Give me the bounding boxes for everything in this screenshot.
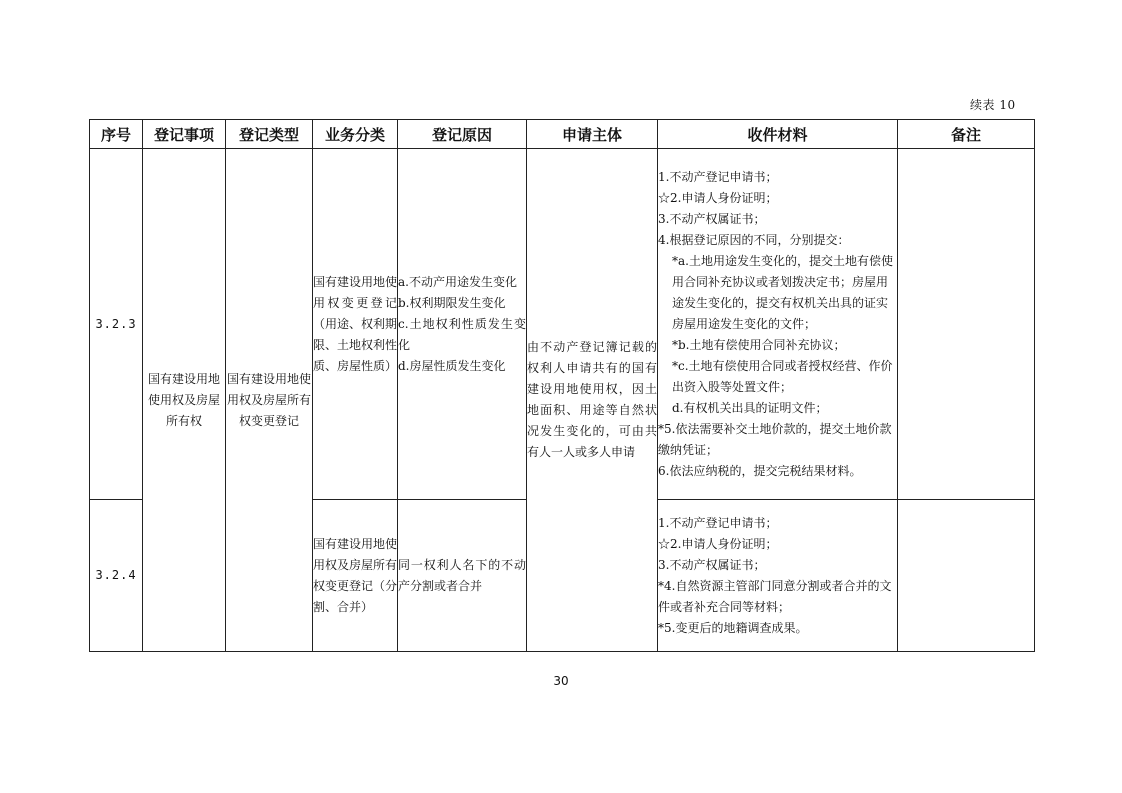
material-item: *a.土地用途发生变化的，提交土地有偿使用合同补充协议或者划拨决定书；房屋用途发生变化的，提交有权机关出具的证实房屋用途发生变化的文件； (672, 253, 893, 331)
material-item: *b.土地有偿使用合同补充协议； (672, 337, 846, 352)
registration-type: 国有建设用地使用权及房屋所有权变更登记 (226, 149, 313, 652)
reason-line: a.不动产用途发生变化 (398, 274, 517, 289)
header-cell: 登记事项 (143, 120, 226, 149)
remark-cell (898, 500, 1035, 652)
registration-item: 国有建设用地使用权及房屋所有权 (143, 149, 226, 652)
business-category: 国有建设用地使用权变更登记（用途、权利期限、土地权利性质、房屋性质） (313, 149, 398, 500)
material-item: 3.不动产权属证书； (658, 557, 766, 572)
remark-cell (898, 149, 1035, 500)
reason-line: d.房屋性质发生变化 (398, 358, 506, 373)
material-item: d.有权机关出具的证明文件； (672, 400, 828, 415)
registration-reason (398, 500, 527, 652)
materials-list (658, 149, 898, 500)
material-item: *5.变更后的地籍调查成果。 (658, 620, 808, 635)
business-category: 国有建设用地使用权及房屋所有权变更登记（分割、合并） (313, 500, 398, 652)
material-item: 3.不动产权属证书； (658, 211, 766, 226)
material-item: *c.土地有偿使用合同或者授权经营、作价出资入股等处置文件； (672, 358, 893, 394)
row-number: 3.2.3 (90, 149, 143, 500)
header-cell: 序号 (90, 120, 143, 149)
material-item: *5.依法需要补交土地价款的，提交土地价款缴纳凭证； (658, 421, 892, 457)
page-number: 30 (553, 674, 569, 688)
reason-line: c.土地权利性质发生变化 (398, 316, 526, 352)
row-number: 3.2.4 (90, 500, 143, 652)
table-header-row (90, 120, 1035, 149)
header-cell: 业务分类 (313, 120, 398, 149)
material-item: *4.自然资源主管部门同意分割或者合并的文件或者补充合同等材料； (658, 578, 892, 614)
material-item: ☆2.申请人身份证明； (658, 536, 778, 551)
material-item: 1.不动产登记申请书； (658, 515, 778, 530)
header-cell: 申请主体 (527, 120, 658, 149)
header-cell: 登记原因 (398, 120, 527, 149)
continued-table-label: 续表 10 (970, 98, 1016, 112)
applicant: 由不动产登记簿记载的权利人申请共有的国有建设用地使用权，因土地面积、用途等自然状况发生变化的，可由共有人一人或多人申请 (527, 149, 658, 652)
header-cell: 登记类型 (226, 120, 313, 149)
material-item: ☆2.申请人身份证明； (658, 190, 778, 205)
registration-table (89, 119, 1035, 652)
materials-list (658, 500, 898, 652)
header-cell: 收件材料 (658, 120, 898, 149)
reason-line: 同一权利人名下的不动产分割或者合并 (398, 557, 526, 593)
table-row (90, 149, 1035, 500)
registration-reason (398, 149, 527, 500)
material-item: 4.根据登记原因的不同，分别提交： (658, 232, 850, 247)
reason-line: b.权利期限发生变化 (398, 295, 506, 310)
header-cell: 备注 (898, 120, 1035, 149)
material-item: 1.不动产登记申请书； (658, 169, 778, 184)
material-item: 6.依法应纳税的，提交完税结果材料。 (658, 463, 862, 478)
